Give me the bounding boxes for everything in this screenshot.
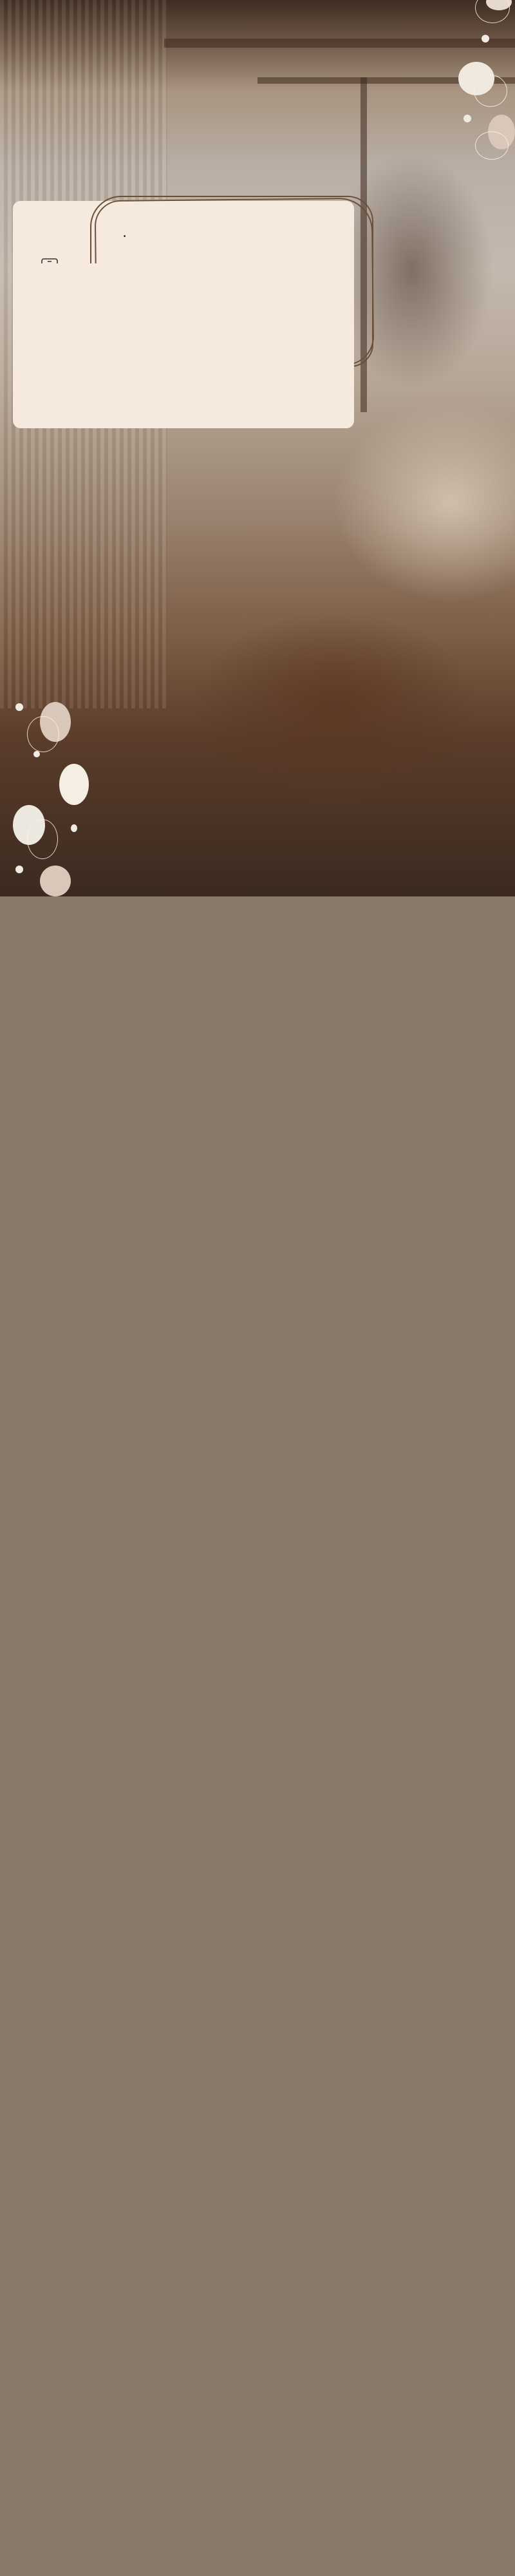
decor-bubble — [482, 35, 489, 43]
delivery-card-product-preparation — [13, 263, 354, 428]
decor-ring — [27, 716, 59, 752]
decor-bubble — [71, 824, 77, 832]
decor-bubble — [40, 866, 71, 896]
decor-ring — [475, 0, 510, 23]
decor-bubble — [59, 764, 89, 805]
decor-bubble — [15, 703, 23, 711]
decor-bubble — [464, 115, 471, 122]
card-body — [118, 220, 361, 231]
window-beam — [164, 39, 515, 48]
decor-bubble — [15, 866, 23, 873]
decor-ring — [27, 819, 58, 859]
decor-ring — [474, 75, 507, 107]
decor-bubble — [33, 751, 40, 757]
decor-ring — [475, 131, 509, 160]
delivery-policy-section — [0, 0, 515, 896]
